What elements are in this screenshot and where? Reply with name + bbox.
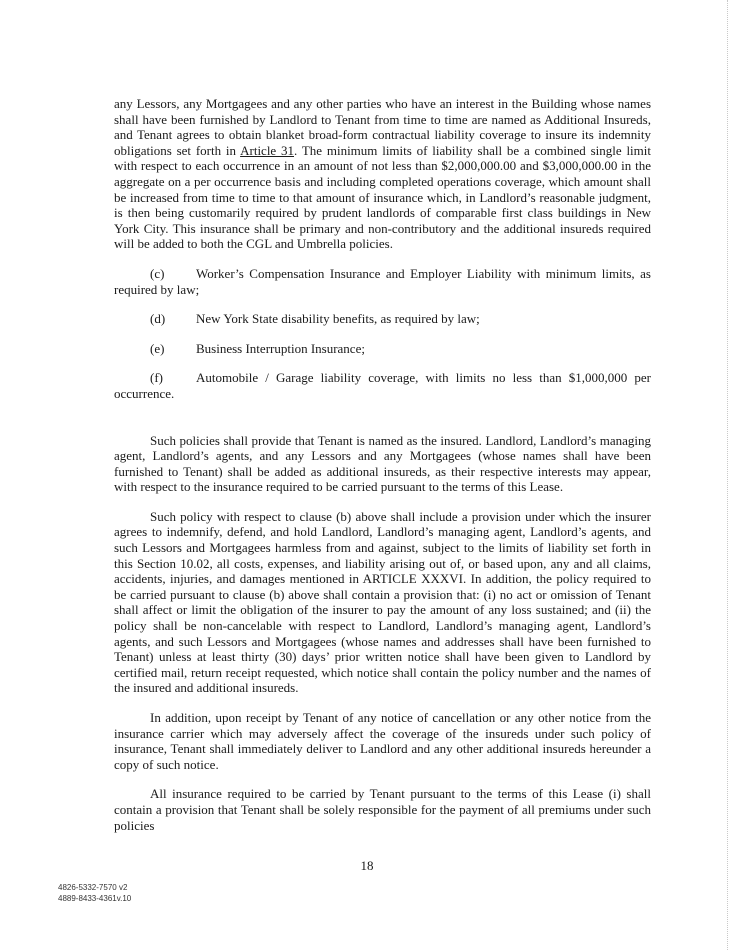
paragraph-indemnity-provision: Such policy with respect to clause (b) above shall include a provision under which the insurer agrees to indemnify, defend, and hold Landlord, Landlord’s managing agent, Landlord’s agents, and such Lessors and Mortgagees harmless from and against, subject to the limits of liability set forth in this Section 10.02, all costs, expenses, and liability arising out of, or based upon, any and all claims, accidents, injuries, and damages mentioned in ARTICLE XXXVI. In addition, the policy required to be carried pursuant to clause (b) above shall contain a provision that: (i) no act or omission of Tenant shall affect or limit the obligation of the insurer to pay the amount of any loss sustained; and (ii) the policy shall be non-cancelable with respect to Landlord, Landlord’s managing agent, Landlord’s agents, and such Lessors and Mortgagees (whose names and addresses shall have been furnished to Tenant) unless at least thirty (30) days’ prior written notice shall have been given to Landlord by certified mail, return receipt requested, which notice shall contain the policy number and the names of the insured and additional insureds. [114,508,651,696]
list-item-label: (d) [150,311,166,327]
list-item-text: Worker’s Compensation Insurance and Employer Liability with minimum limits, as required by law; [114,265,651,297]
paragraph-cancellation-notice: In addition, upon receipt by Tenant of any notice of cancellation or any other notice from the insurance carrier which may adversely affect the coverage of the insureds under such policy of insurance, Tenant shall immediately deliver to Landlord and any other additional insureds hereunder a copy of such notice. [114,710,651,772]
list-item-label: (c) [150,265,165,281]
page-edge [726,0,728,950]
list-item-text: New York State disability benefits, as required by law; [196,311,480,327]
list-item-text: Automobile / Garage liability coverage, with limits no less than $1,000,000 per occurrence. [114,370,651,401]
list-item-f [114,370,651,401]
doc-id-line: 4889-8433-4361v.10 [58,894,132,903]
document-page [114,96,651,833]
list-item-d [114,311,651,327]
doc-id-line: 4826-5332-7570 v2 [58,883,128,892]
list-item-label: (e) [150,340,165,356]
page-number: 18 [360,858,374,873]
paragraph-premiums: All insurance required to be carried by Tenant pursuant to the terms of this Lease (i) shall contain a provision that Tenant shall be solely responsible for the payment of all premiums under such policies [114,786,651,833]
list-item-label: (f) [150,370,163,386]
paragraph-named-insured: Such policies shall provide that Tenant is named as the insured. Landlord, Landlord’s managing agent, Landlord’s agents, and any Lessors and any Mortgagees (whose names shall have been furnished to Tenant) shall be added as additional insureds, as their respective interests may appear, with respect to the insurance required to be carried pursuant to the terms of this Lease. [114,432,651,495]
article-31-reference: Article 31 [240,142,295,158]
list-item-e [114,341,651,357]
list-item-c [114,266,651,297]
paragraph-insurance-limits: any Lessors, any Mortgagees and any other parties who have an interest in the Building whose names shall have been furnished by Landlord to Tenant from time to time are named as Additional Insureds, and Tenant agrees to obtain blanket broad-form contractual liability coverage to insure its indemnity obligations set forth in Article 31. The minimum limits of liability shall be a combined single limit with respect to each occurrence in an amount of not less than $2,000,000.00 and $3,000,000.00 in the aggregate on a per occurrence basis and including completed operations coverage, which amount shall be increased from time to time to that amount of insurance which, in Landlord’s reasonable judgment, is then being customarily required by prudent landlords of comparable first class buildings in New York City. This insurance shall be primary and non-contributory and the additional insureds required will be added to both the CGL and Umbrella policies. [114,96,651,252]
document-ids [58,882,131,904]
list-item-text: Business Interruption Insurance; [196,340,365,356]
